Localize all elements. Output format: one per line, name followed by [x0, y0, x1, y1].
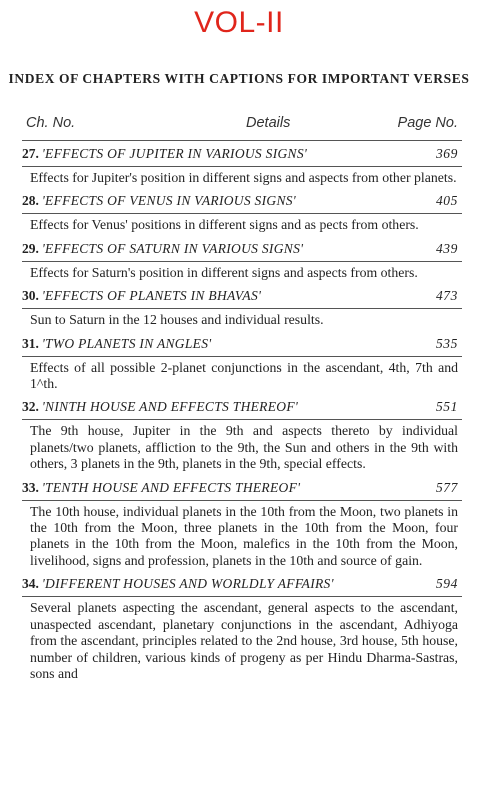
- chapter-entry: [22, 573, 462, 682]
- chapter-page-number: 439: [435, 240, 458, 256]
- chapter-entry: [22, 396, 462, 472]
- chapter-page-number: 594: [435, 576, 458, 592]
- chapter-divider: [22, 596, 462, 597]
- chapter-entry: [22, 190, 462, 233]
- chapter-page-number: 369: [435, 146, 458, 161]
- chapter-title-row: [22, 143, 462, 166]
- chapter-entry: [22, 333, 462, 393]
- chapter-number: 34.: [22, 576, 39, 592]
- chapter-divider: [22, 261, 462, 262]
- chapter-number: 28.: [22, 193, 39, 209]
- chapter-description: Sun to Saturn in the 12 houses and individual results.: [30, 312, 324, 328]
- chapter-caption: 'TENTH HOUSE AND EFFECTS THEREOF': [41, 479, 301, 495]
- chapter-number: 30.: [22, 288, 39, 304]
- chapter-divider: [22, 500, 462, 501]
- column-header-details: Details: [246, 115, 291, 131]
- chapter-page-number: 577: [435, 479, 458, 495]
- chapter-entry: [22, 238, 462, 281]
- chapter-page-number: 551: [435, 399, 458, 415]
- chapter-number: 27.: [22, 146, 39, 161]
- column-headers: [26, 115, 458, 135]
- chapter-title-row: [22, 396, 462, 419]
- chapter-description: The 10th house, individual planets in the 10th from the Moon, two planets in the 10th from the Moon, three planets in the 10th from the Moon, four planets in the 10th from the Moon, malefics in the 10th from the Moon, livelihood, signs and profession, planets in the 10th and source of gain.: [30, 503, 458, 568]
- index-heading: INDEX OF CHAPTERS WITH CAPTIONS FOR IMPORTANT VERSES: [8, 71, 470, 86]
- chapter-title-row: [22, 333, 462, 356]
- chapter-description: Effects for Venus' positions in different signs and as pects from others.: [30, 217, 419, 233]
- chapter-title-row: [22, 190, 462, 213]
- chapter-number: 31.: [22, 335, 39, 351]
- chapter-caption: 'EFFECTS OF VENUS IN VARIOUS SIGNS': [41, 193, 296, 209]
- chapter-divider: [22, 166, 462, 167]
- chapter-divider: [22, 356, 462, 357]
- chapter-entry: [22, 143, 462, 186]
- chapter-caption: 'TWO PLANETS IN ANGLES': [41, 335, 212, 351]
- chapter-divider: [22, 308, 462, 309]
- chapter-list: [22, 143, 462, 686]
- chapter-description: Several planets aspecting the ascendant, general aspects to the ascendant, unaspected ascendant, planetary conjunctions in the ascendant, Adhiyoga from the ascendant, principles related to the 2nd house, 3rd house, 5th house, number of children, various kinds of progeny as per Hindu Dharma-Sastras, sons and: [30, 600, 458, 681]
- chapter-number: 29.: [22, 240, 39, 256]
- chapter-page-number: 405: [435, 193, 458, 209]
- chapter-entry: [22, 477, 462, 570]
- chapter-caption: 'DIFFERENT HOUSES AND WORLDLY AFFAIRS': [41, 576, 334, 592]
- chapter-description: Effects for Saturn's position in different signs and aspects from others.: [30, 264, 418, 280]
- header-rule: [22, 140, 462, 141]
- chapter-page-number: 473: [435, 288, 458, 304]
- chapter-number: 32.: [22, 399, 39, 415]
- chapter-title-row: [22, 285, 462, 308]
- chapter-caption: 'NINTH HOUSE AND EFFECTS THEREOF': [41, 399, 299, 415]
- chapter-caption: 'EFFECTS OF SATURN IN VARIOUS SIGNS': [41, 240, 304, 256]
- chapter-divider: [22, 213, 462, 214]
- column-header-chapter: Ch. No.: [26, 115, 76, 131]
- chapter-title-row: [22, 477, 462, 500]
- chapter-title-row: [22, 573, 462, 596]
- chapter-description: Effects for Jupiter's position in different signs and aspects from other planets.: [30, 170, 457, 185]
- chapter-description: The 9th house, Jupiter in the 9th and aspects thereto by individual planets/two planets, affliction to the 9th, the Sun and others in the 9th with others, 3 planets in the 9th, planets in the 9th, special effects.: [30, 423, 458, 472]
- chapter-description: Effects of all possible 2-planet conjunctions in the ascendant, 4th, 7th and 1^th.: [30, 359, 458, 392]
- chapter-page-number: 535: [435, 335, 458, 351]
- chapter-number: 33.: [22, 479, 39, 495]
- column-header-page: Page No.: [397, 115, 458, 131]
- chapter-caption: 'EFFECTS OF PLANETS IN BHAVAS': [41, 288, 262, 304]
- chapter-caption: 'EFFECTS OF JUPITER IN VARIOUS SIGNS': [41, 146, 308, 161]
- chapter-divider: [22, 419, 462, 420]
- chapter-entry: [22, 285, 462, 328]
- volume-title: VOL-II: [194, 6, 284, 39]
- chapter-title-row: [22, 238, 462, 261]
